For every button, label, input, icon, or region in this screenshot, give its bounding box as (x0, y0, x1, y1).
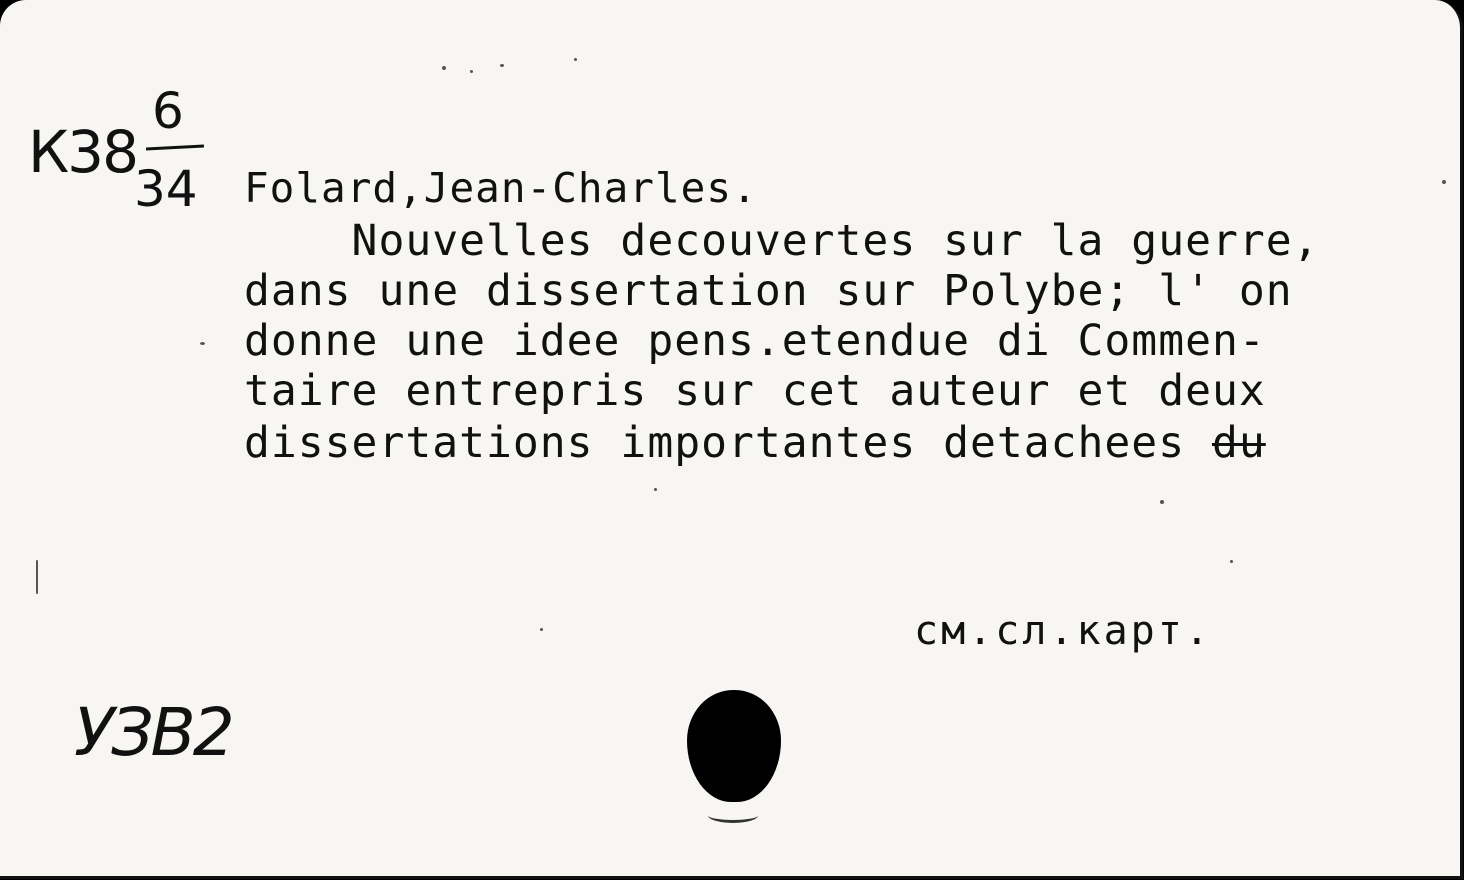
speck (442, 66, 446, 70)
title-line-2: dans une dissertation sur Polybe; l' on (244, 266, 1293, 316)
punch-hole (687, 690, 781, 802)
speck (1160, 500, 1164, 504)
speck (574, 58, 577, 61)
call-number-prefix: К38 (28, 118, 137, 186)
speck (500, 64, 504, 67)
speck (654, 488, 657, 491)
speck (36, 560, 38, 594)
call-number-fraction-bar (146, 144, 204, 150)
call-number-numerator: 6 (152, 82, 184, 140)
speck (200, 342, 205, 345)
location-mark: УЗВ2 (74, 694, 232, 771)
title-line-5 (244, 418, 1266, 468)
author-heading: Folard,Jean-Charles. (244, 164, 758, 212)
title-line-4: taire entrepris sur cet auteur et deux (244, 366, 1266, 416)
call-number-denominator: 34 (134, 160, 198, 218)
title-line-3: donne une idee pens.etendue di Commen- (244, 316, 1266, 366)
punch-hole-shadow (708, 808, 758, 823)
title-line-1: Nouvelles decouvertes sur la guerre, (244, 216, 1320, 266)
speck (1230, 560, 1233, 563)
speck (1442, 180, 1446, 184)
title-line-5-text: dissertations importantes detachees (244, 418, 1212, 468)
see-next-card-note: см.сл.карт. (914, 608, 1212, 654)
speck (540, 628, 543, 631)
crossed-out-word: du (1211, 418, 1266, 468)
speck (470, 70, 473, 73)
